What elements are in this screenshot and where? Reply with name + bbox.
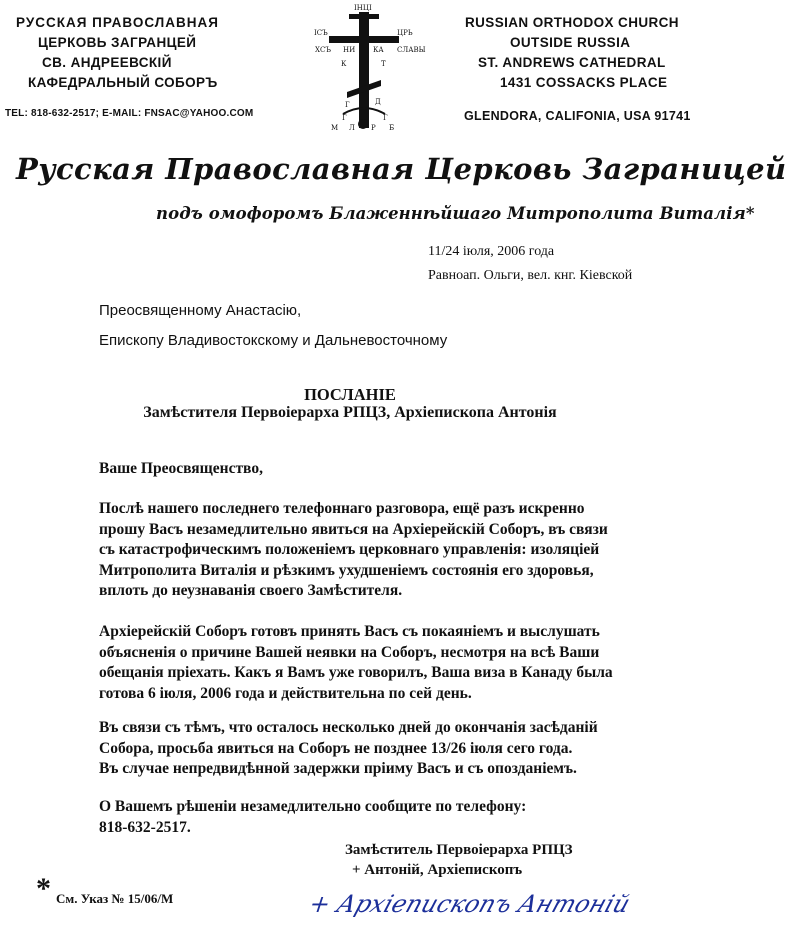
header-left-line: РУССКАЯ ПРАВОСЛАВНАЯ (16, 15, 219, 30)
paragraph-line: Въ связи съ тѣмъ, что осталось несколько дней до окончанiя засѣданiй (99, 719, 598, 736)
signature-name: + Антонiй, Архiепископъ (352, 862, 523, 878)
emblem-col-text: К (341, 60, 347, 68)
header-left-line: СВ. АНДРЕЕВСКIЙ (42, 55, 172, 70)
header-left (16, 13, 219, 93)
paragraph-line: прошу Васъ незамедлительно явиться на Архiерейскiй Соборъ, въ связи (99, 520, 608, 538)
emblem-lower-text: Г (383, 114, 388, 122)
addressee-line: Преосвященному Анастасiю, (99, 302, 302, 319)
handwritten-signature: + Архiепископъ Антонiй (305, 890, 634, 918)
letterhead-subtitle: подъ омофоромъ Блаженнѣйшаго Митрополита Виталiя* (156, 204, 755, 223)
paragraph-line: Въ случае непредвидѣнной задержки прiиму Васъ и съ опозданiемъ. (99, 760, 577, 777)
header-left-contact: TEL: 818-632-2517; E-MAIL: FNSAC@YAHOO.COM (5, 108, 254, 119)
addressee-line: Епископу Владивостокскому и Дальневосточному (99, 332, 448, 349)
emblem-lower-text: Г (342, 114, 347, 122)
paragraph-line: 818-632-2517. (99, 818, 191, 836)
paragraph-line: О Вашемъ рѣшенiи незамедлительно сообщите по телефону: (99, 798, 527, 815)
body-paragraph (99, 499, 608, 602)
addressee (99, 296, 447, 356)
header-left-line: ЦЕРКОВЬ ЗАГРАНЦЕЙ (38, 35, 197, 50)
document-subtitle: Замѣстителя Первоiерарха РПЦЗ, Архiепископа Антонiя (143, 404, 557, 421)
emblem-col-text: Т (381, 60, 386, 68)
emblem-lower-text: Д (375, 98, 381, 106)
paragraph-line: Собора, просьба явиться на Соборъ не позднее 13/26 iюля сего года. (99, 739, 573, 757)
emblem-base-text: Р (371, 124, 376, 132)
header-right-line: RUSSIAN ORTHODOX CHURCH (465, 15, 679, 30)
paragraph-line: обещанiя прiехать. Какъ я Вамъ уже говорилъ, Ваша виза в Канаду была (99, 664, 613, 681)
emblem-left-text: ХСЪ (315, 46, 331, 54)
header-left-line: КАФЕДРАЛЬНЫЙ СОБОРЪ (28, 75, 218, 90)
header-right-address: GLENDORA, CALIFONIA, USA 91741 (464, 109, 691, 123)
emblem-right-text: СЛАВЫ (397, 46, 426, 54)
paragraph-line: съ катастрофическимъ положенiемъ церковнаго управленiя: изоляцiей (99, 541, 600, 558)
header-right-line: ST. ANDREWS CATHEDRAL (478, 55, 666, 70)
letter-date: 11/24 iюля, 2006 года (428, 244, 555, 259)
header-right (460, 13, 679, 93)
paragraph-line: Митрополита Виталiя и рѣзкимъ ухудшенiемъ состоянiя его здоровья, (99, 561, 594, 579)
emblem-base-text: М (331, 124, 339, 132)
letter-date-note: Равноап. Ольги, вел. кнг. Кiевской (428, 268, 633, 283)
emblem-lower-text: Г (345, 101, 350, 109)
emblem-base-text: Б (389, 124, 395, 132)
paragraph-line: Послѣ нашего последнего телефоннаго разговора, ещё разъ искренно (99, 500, 585, 517)
paragraph-line: готова 6 iюля, 2006 года и действительна по сей день. (99, 684, 472, 702)
paragraph-line: вплоть до неузнаванiя своего Замѣстителя. (99, 582, 403, 599)
emblem-base-text: Л (349, 124, 355, 132)
paragraph-line: Архiерейскiй Соборъ готовъ принять Васъ съ покаянiемъ и выслушать (99, 623, 600, 640)
emblem-center-text: НИ (343, 46, 356, 54)
salutation: Ваше Преосвященство, (99, 460, 263, 477)
footnote-text: См. Указ № 15/06/М (56, 891, 174, 906)
body-paragraph (99, 622, 613, 704)
document-title: ПОСЛАНIЕ (304, 385, 396, 404)
body-paragraph (99, 797, 526, 838)
header-right-line: OUTSIDE RUSSIA (510, 35, 631, 50)
emblem-center-text: КА (373, 46, 384, 54)
emblem-left-text: ІСЪ (314, 29, 328, 37)
letterhead-title: Русская Православная Церковь Заграницей (16, 152, 786, 186)
emblem-top-text: IНЦI (354, 4, 372, 12)
emblem-right-text: ЦРЬ (397, 29, 413, 37)
signature-position: Замѣститель Первоiерарха РПЦЗ (345, 842, 573, 858)
header-right-line: 1431 COSSACKS PLACE (500, 75, 668, 90)
orthodox-cross-emblem (309, 2, 426, 132)
paragraph-line: объясненiя о причине Вашей неявки на Соборъ, несмотря на всѣ Ваши (99, 643, 600, 661)
footnote-mark: * (36, 872, 51, 905)
body-paragraph (99, 718, 598, 780)
